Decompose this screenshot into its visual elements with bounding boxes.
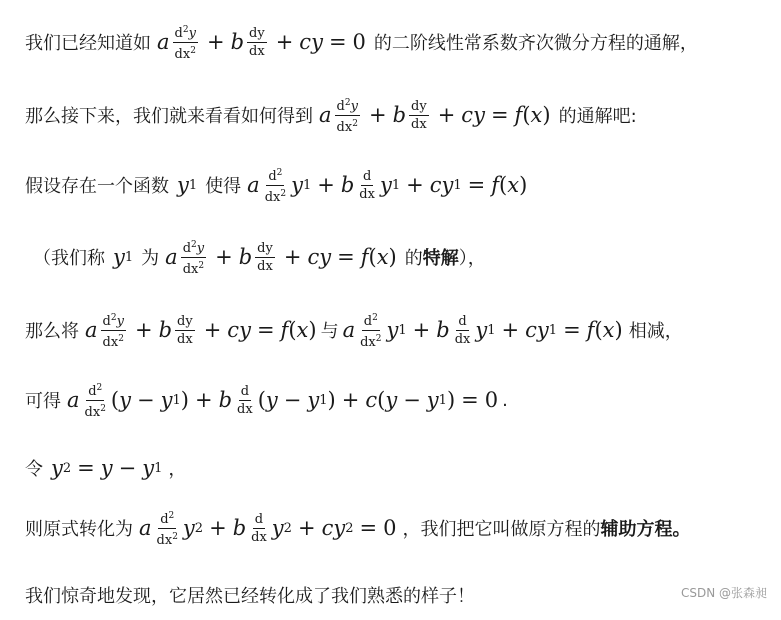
y1-symbol: y 1 [177, 173, 198, 197]
particular-equation: a $\frac{d^2}{dx^2}$ y 1 + b $\frac{d}{dx}$ y 1 + c y 1 = f ( x ) [342, 312, 623, 350]
line3-prefix: 假设存在一个函数 [25, 176, 169, 197]
line4-post: 的 [404, 248, 423, 269]
text-line-5 [25, 305, 773, 355]
first-derivative-fraction: $\frac{dy}{dx}$ [249, 25, 265, 59]
text-line-6 [25, 375, 773, 425]
line4-end: ）， [458, 248, 486, 269]
second-derivative-fraction: $\frac{d^2y}{dx^2}$ [174, 24, 196, 62]
text-line-2 [25, 90, 773, 140]
line5-mid: 与 [320, 321, 339, 342]
nonhomogeneous-equation: a $\frac{d^2y}{dx^2}$ + b $\frac{dy}{dx}$ + c y = f ( x ) [165, 239, 397, 277]
y1-symbol: y 1 [113, 245, 134, 269]
line4-prefix: （我们称 [33, 248, 105, 269]
text-line-8 [25, 503, 773, 553]
line1-suffix: 的二阶线性常系数齐次微分方程的通解， [373, 33, 698, 54]
text-line-3 [25, 160, 773, 210]
text-line-9 [25, 570, 773, 620]
line9-text: 我们惊奇地发现，它居然已经转化成了我们熟悉的样子！ [25, 586, 475, 607]
substitution-equation: y 2 = y − y 1 [51, 456, 163, 480]
line4-mid: 为 [141, 248, 160, 269]
particular-equation: a $\frac{d^2}{dx^2}$ y 1 + b $\frac{d}{dx}$ y 1 + c y 1 = f ( x ) [247, 167, 528, 205]
nonhomogeneous-equation: a $\frac{d^2y}{dx^2}$ + b $\frac{dy}{dx}$ + c y = f ( x ) [319, 97, 551, 135]
line3-mid: 使得 [205, 176, 242, 197]
line5-prefix: 那么将 [25, 321, 79, 342]
homogeneous-equation: a $\frac{d^2y}{dx^2}$ + b $\frac{dy}{dx}$ + c y = 0 [157, 24, 366, 62]
text-line-1 [25, 17, 773, 67]
line7-suffix: ， [168, 459, 187, 480]
line2-prefix: 那么接下来，我们就来看看如何得到 [25, 106, 313, 127]
line7-prefix: 令 [25, 459, 43, 480]
difference-equation: a $\frac{d^2}{dx^2}$ ( y − y 1 ) + b $\frac{d}{dx}$ ( y − y 1 ) + c ( y − y 1 ) = 0 [67, 382, 499, 420]
line8-suffix: ，我们把它叫做原方程的 [402, 519, 601, 540]
line5-suffix: 相减， [628, 321, 683, 342]
line8-prefix: 则原式转化为 [25, 519, 133, 540]
nonhomogeneous-equation: a $\frac{d^2y}{dx^2}$ + b $\frac{dy}{dx}$ + c y = f ( x ) [85, 312, 317, 350]
auxiliary-equation-term: 辅助方程。 [600, 519, 691, 540]
particular-solution-term: 特解 [422, 248, 459, 269]
line6-suffix: . [502, 389, 508, 411]
text-line-7 [25, 443, 773, 493]
auxiliary-equation: a $\frac{d^2}{dx^2}$ y 2 + b $\frac{d}{dx}$ y 2 + c y 2 = 0 [139, 510, 397, 548]
line1-prefix: 我们已经知道如 [25, 33, 151, 54]
text-line-4 [33, 232, 773, 282]
line2-suffix: 的通解吧: [558, 106, 637, 127]
line6-prefix: 可得 [25, 391, 61, 412]
csdn-watermark: CSDN @张森昶 [680, 586, 767, 600]
